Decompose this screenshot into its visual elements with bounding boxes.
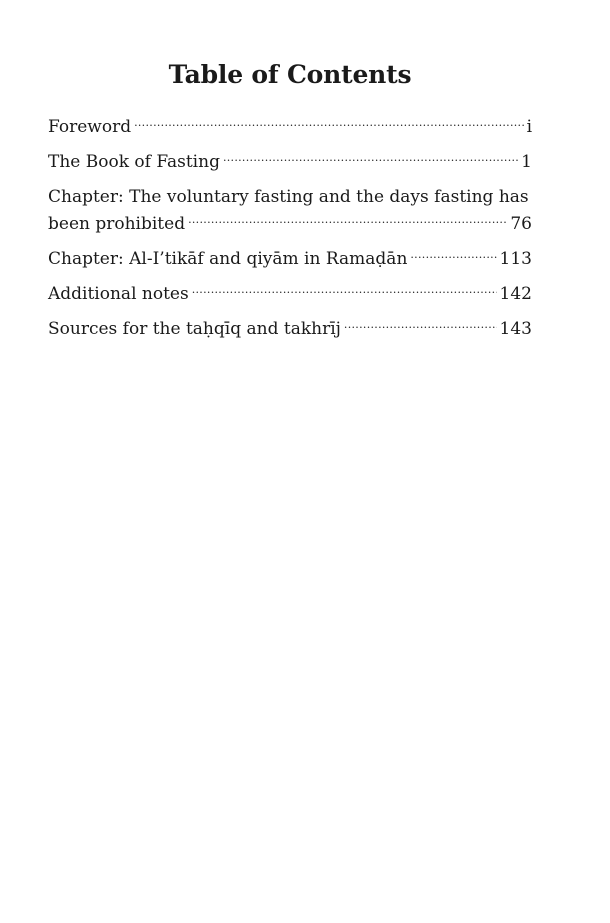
toc-entry-label: Foreword [48, 117, 132, 137]
toc-entry-sources[interactable] [48, 316, 532, 343]
toc-entry-book-of-fasting[interactable] [48, 149, 532, 176]
toc-entry-label: Sources for the taḥqīq and takhrīj [48, 319, 341, 339]
toc-entry-additional-notes[interactable] [48, 281, 532, 308]
dot-leader [134, 115, 523, 132]
toc-entry-label: Additional notes [48, 284, 189, 304]
toc-page-number: 143 [499, 319, 532, 339]
page-title: Table of Contents [168, 60, 412, 89]
toc-entry-foreword[interactable] [48, 114, 532, 141]
toc-entry-label: Chapter: Al-I’tikāf and qiyām in Ramaḍān [48, 249, 408, 269]
toc-entry-label-line1: Chapter: The voluntary fasting and the days fasting has [48, 187, 529, 207]
toc-list [48, 114, 532, 351]
toc-entry-itikaf[interactable] [48, 246, 532, 273]
toc-page-number: 113 [499, 249, 532, 269]
dot-leader [410, 247, 496, 264]
dot-leader [192, 282, 497, 299]
toc-page-number: 76 [510, 214, 532, 234]
toc-page-number: 1 [521, 152, 532, 172]
dot-leader [344, 317, 497, 334]
toc-entry-label-line2: been prohibited [48, 214, 186, 234]
dot-leader [223, 150, 518, 167]
toc-page-number: 142 [499, 284, 532, 304]
toc-page-number: i [526, 117, 532, 137]
toc-entry-voluntary-fasting[interactable] [48, 184, 532, 238]
toc-entry-label: The Book of Fasting [48, 152, 220, 172]
dot-leader [188, 212, 507, 229]
